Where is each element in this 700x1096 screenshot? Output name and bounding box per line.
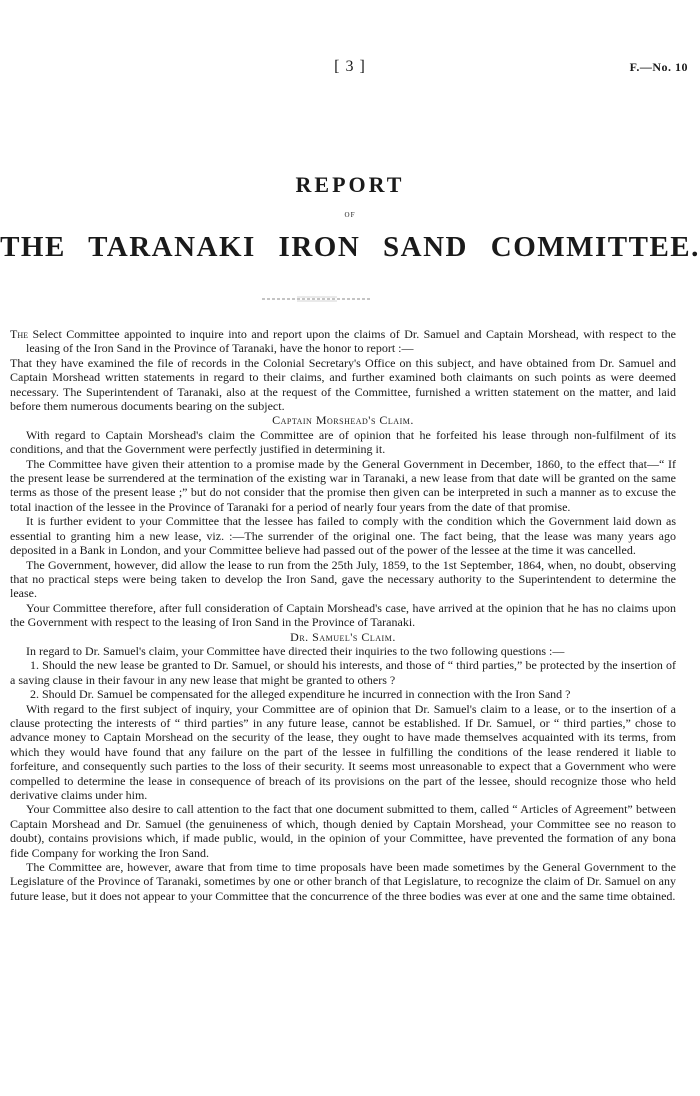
report-title: REPORT [295,172,405,197]
committee-title: THE TARANAKI IRON SAND COMMITTEE. [0,231,700,263]
question-1: 1. Should the new lease be granted to Dr. Samuel, or should his interests, and those of “ third parties,” be protected by the insertion of a saving clause in their favour in any new lease that might be granted to others ? [10,658,676,687]
intro-lead: The [10,327,28,341]
ornament-divider [262,296,372,302]
title-of: OF [344,211,356,219]
heading-morshead-claim: Captain Morshead's Claim. [272,413,414,428]
paragraph-samuel-2: With regard to the first subject of inquiry, your Committee are of opinion that Dr. Samuel's claim to a lease, or to the insertion of a clause protecting the interests of “ third parties” in any future lease, cannot be established. If Dr. Samuel, or “ third parties,” chose to advance money to Captain Morshead on the security of the lease, they ought to have made themselves acquainted with its terms, from which they would have found that any failure on the part of the lessee in fulfilling the conditions of the lease rendered it liable to forfeiture, and consequently such parties to the loss of their security. It seems most unreasonable to expect that a Government who were compelled to determine the lease in consequence of breach of its provisions on the part of the lessee, should recognize those who held derivative claims under him. [10,701,676,802]
paragraph-records: That they have examined the file of records in the Colonial Secretary's Office on this subject, and have obtained from Dr. Samuel and Captain Morshead written statements in regard to their claims, and further examined both claimants on such points as were deemed necessary. The Superintendent of Taranaki, also at the request of the Committee, furnished a written statement on the matter, and laid before them numerous documents bearing on the subject. [10,355,676,414]
paragraph-morshead-3: It is further evident to your Committee that the lessee has failed to comply with the condition which the Government laid down as essential to granting him a new lease, viz. :—The surrender of the original one. The fact being, that the lease was many years ago deposited in a Bank in London, and your Committee believe had passed out of the power of the lessee at the time it was cancelled. [10,514,676,558]
paragraph-morshead-2: The Committee have given their attention to a promise made by the General Government in December, 1860, to the effect that—“ If the present lease be surrendered at the termination of the existing war in Taranaki, a new lease from that date will be granted on the same terms as those of the present lease ;” but do not consider that the promise then given can be interpreted in such a manner as to excuse the total inaction of the lessee in the Province of Taranaki for a period of nearly four years from the date of that promise. [10,456,676,514]
page-number: [ 3 ] [334,58,366,75]
heading-samuel-claim: Dr. Samuel's Claim. [290,629,396,644]
paragraph-samuel-1: In regard to Dr. Samuel's claim, your Committee have directed their inquiries to the two following questions :— [26,643,565,658]
paragraph-samuel-3: Your Committee also desire to call attention to the fact that one document submitted to them, called “ Articles of Agreement” between Captain Morshead and Dr. Samuel (the genuineness of which, though denied by Captain Morshead, your Committee see no reason to doubt), contains provisions which, if made public, would, in the opinion of your Committee, have prevented the formation of any bona fide Company for working the Iron Sand. [10,802,676,860]
paragraph-morshead-1: With regard to Captain Morshead's claim the Committee are of opinion that he forfeited his lease through non-fulfilment of its conditions, and that the Government were perfectly justified in determining it. [10,427,676,457]
paragraph-samuel-4: The Committee are, however, aware that from time to time proposals have been made sometimes by the General Government to the Legislature of the Province of Taranaki, sometimes by one or other branch of that Legislature, to recognize the claim of Dr. Samuel on any future lease, but it does not appear to your Committee that the concurrence of the three bodies was ever at one and the same time obtained. [10,860,676,903]
paper-reference: F.—No. 10 [629,60,688,74]
report-body [10,327,676,903]
paragraph-morshead-5: Your Committee therefore, after full consideration of Captain Morshead's case, have arrived at the opinion that he has no claims upon the Government with respect to the leasing of Iron Sand in the Province of Taranaki. [10,600,676,630]
intro-paragraph [10,327,676,356]
question-2: 2. Should Dr. Samuel be compensated for the alleged expenditure he incurred in connection with the Iron Sand ? [30,687,571,702]
paragraph-morshead-4: The Government, however, did allow the lease to run from the 25th July, 1859, to the 1st September, 1864, when, no doubt, observing that no practical steps were being taken to develop the Iron Sand, gave the necessary authority to the Superintendent to determine the lease. [10,557,676,601]
intro-text: Select Committee appointed to inquire into and report upon the claims of Dr. Samuel and Captain Morshead, with respect to the leasing of the Iron Sand in the Province of Taranaki, have the honor to report :— [26,327,676,356]
